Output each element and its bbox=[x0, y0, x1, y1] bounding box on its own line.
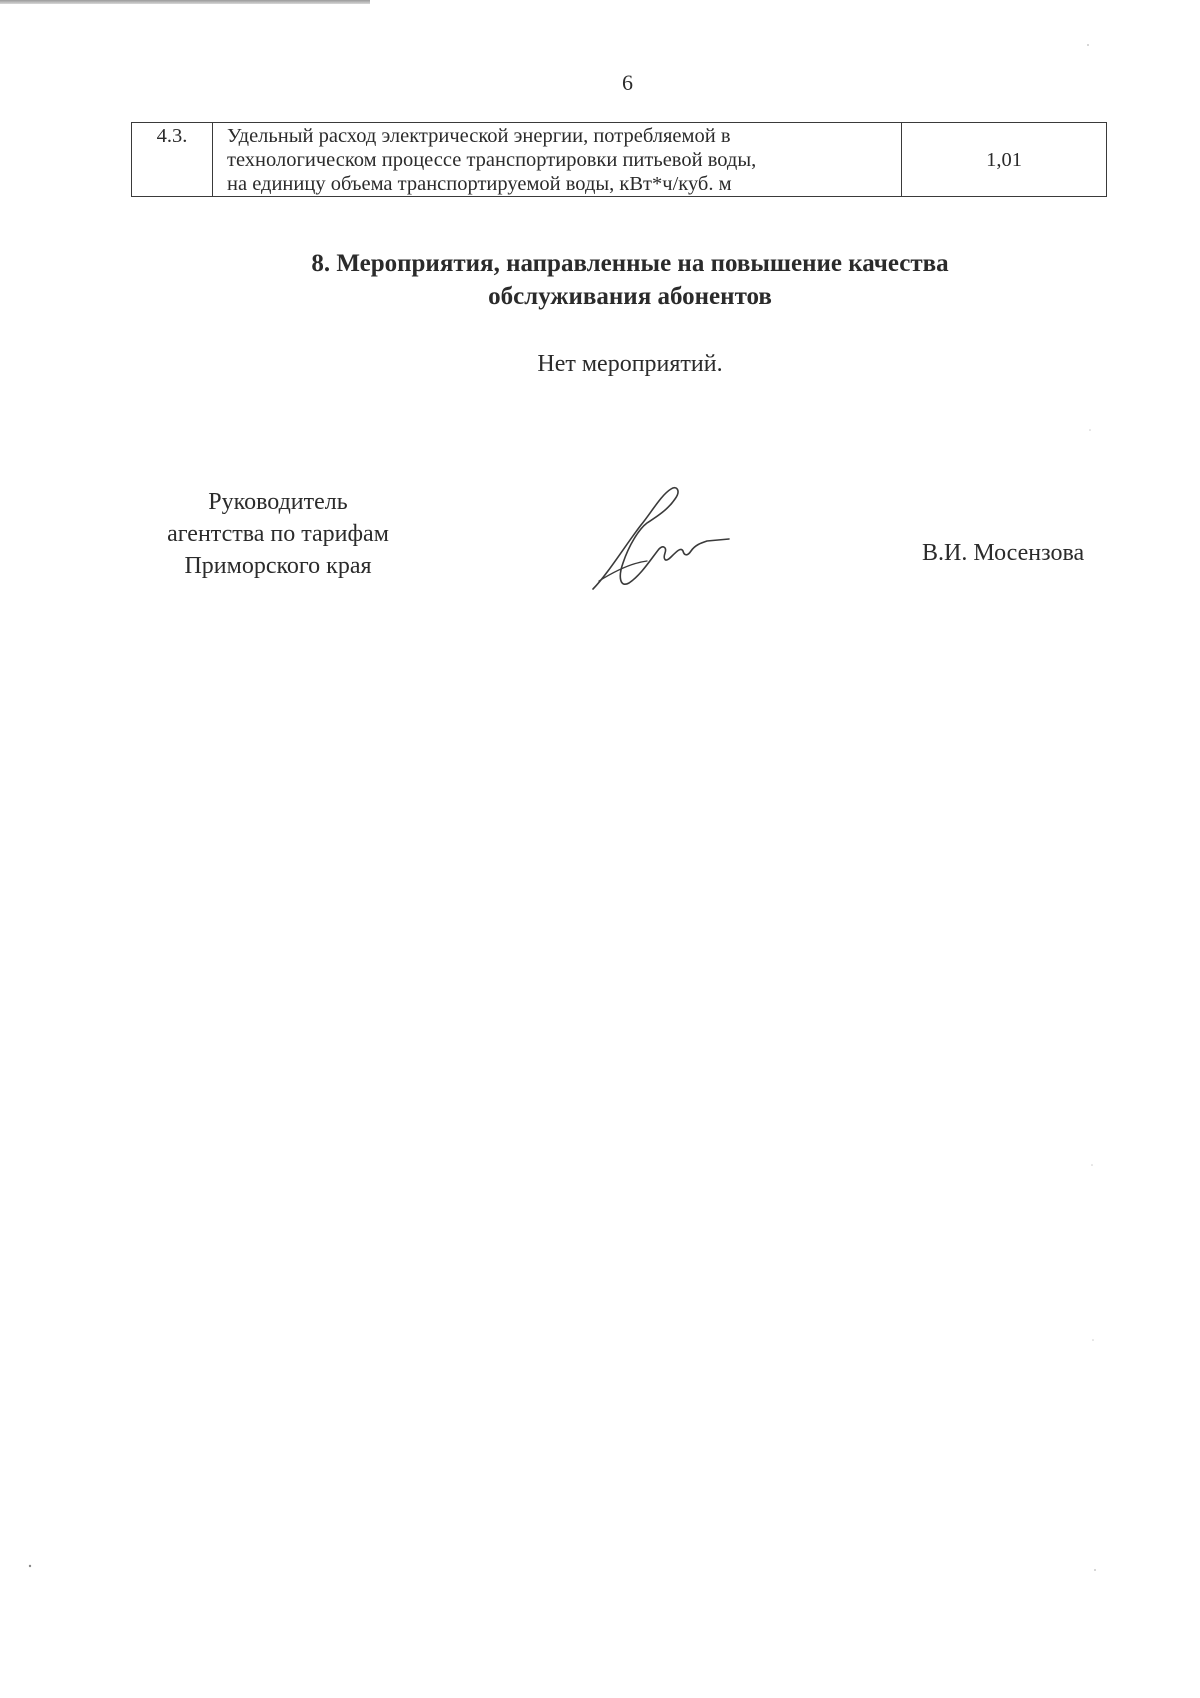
signer-title bbox=[118, 486, 438, 582]
signer-title-line: агентства по тарифам bbox=[167, 521, 389, 547]
row-number-cell: 4.3. bbox=[132, 123, 213, 197]
signer-title-line: Приморского края bbox=[184, 553, 372, 579]
scan-edge-shadow bbox=[0, 0, 370, 4]
section-heading-line: обслуживания абонентов bbox=[488, 283, 772, 310]
section-heading-line: 8. Мероприятия, направленные на повышение качества bbox=[311, 250, 949, 277]
section-heading bbox=[200, 247, 1060, 313]
description-line: технологическом процессе транспортировки питьевой воды, bbox=[227, 149, 757, 171]
description-line: на единицу объема транспортируемой воды, кВт*ч/куб. м bbox=[227, 173, 732, 195]
section-body-text: Нет мероприятий. bbox=[537, 351, 723, 377]
row-description-cell bbox=[213, 123, 902, 197]
description-line: Удельный расход электрической энергии, потребляемой в bbox=[227, 125, 731, 147]
signer-name: В.И. Мосензова bbox=[922, 540, 1085, 566]
row-value-cell: 1,01 bbox=[902, 123, 1107, 197]
page-number: 6 bbox=[622, 70, 633, 95]
table-row bbox=[132, 123, 1107, 197]
indicator-table bbox=[131, 122, 1107, 197]
signer-title-line: Руководитель bbox=[208, 489, 348, 515]
handwritten-signature bbox=[585, 485, 735, 595]
